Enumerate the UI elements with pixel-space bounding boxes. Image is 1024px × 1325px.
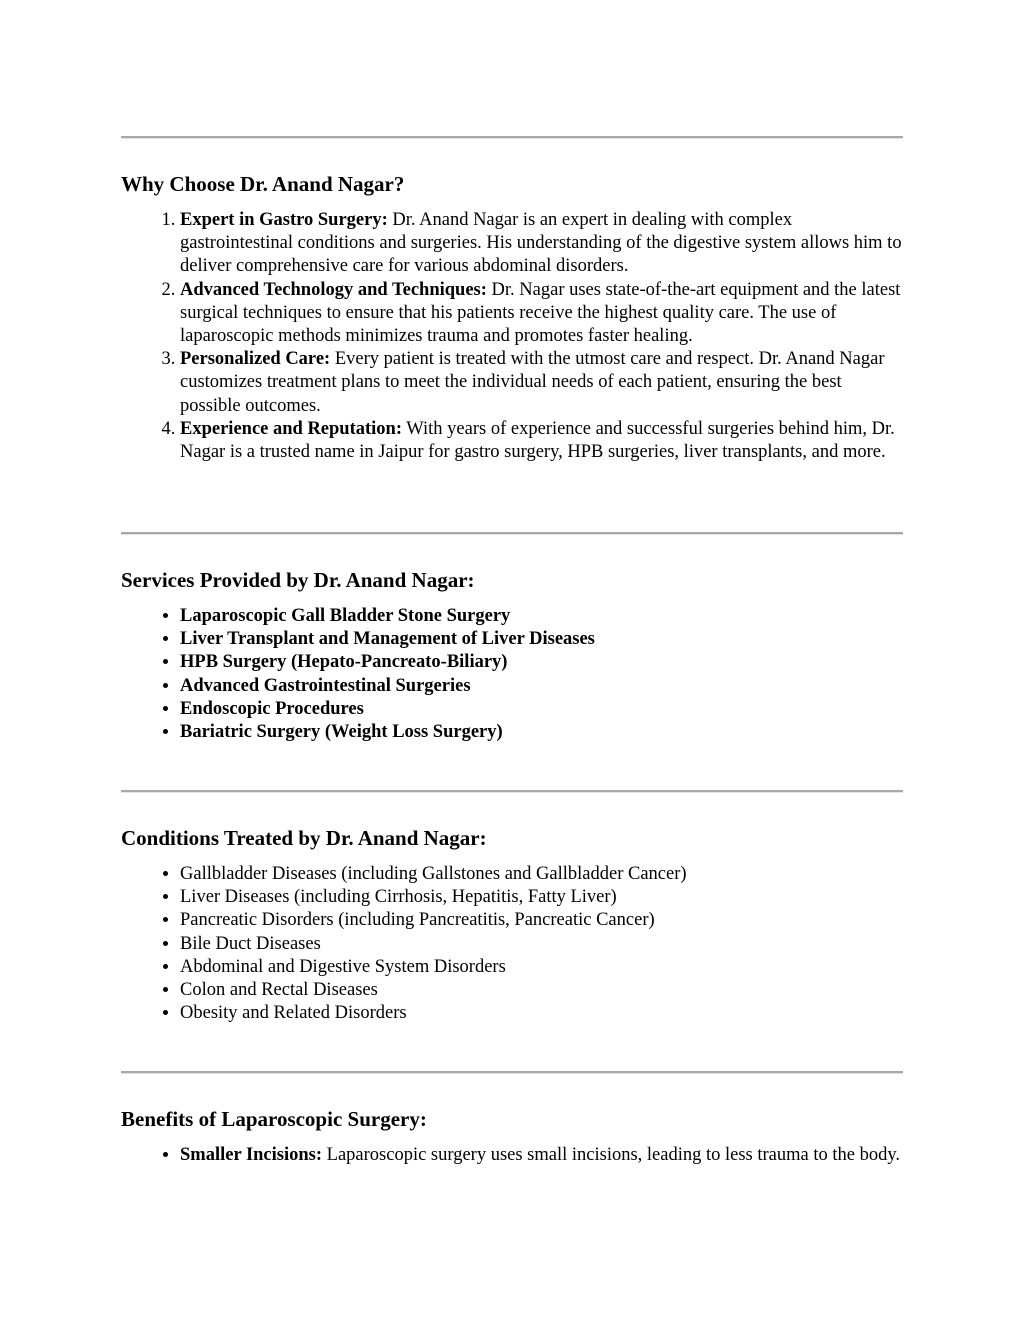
conditions-list bbox=[121, 863, 903, 1025]
why-choose-heading: Why Choose Dr. Anand Nagar? bbox=[121, 172, 405, 196]
list-item: • Colon and Rectal Diseases bbox=[180, 979, 903, 1002]
list-item bbox=[180, 348, 903, 418]
why-choose-section bbox=[121, 136, 903, 464]
item-text: With years of experience and successful surgeries behind him, Dr. Nagar is a trusted name in Jaipur for gastro surgery, HPB surgeries, liver transplants, and more. bbox=[180, 418, 895, 463]
item-title: Expert in Gastro Surgery: bbox=[180, 210, 388, 230]
item-title: Experience and Reputation: bbox=[180, 418, 402, 439]
item-text: Every patient is treated with the utmost care and respect. Dr. Anand Nagar customizes treatment plans to meet the individual needs of each patient, ensuring the best possible outcomes. bbox=[180, 349, 885, 416]
benefits-list bbox=[121, 1144, 903, 1167]
item-title: Personalized Care: bbox=[180, 349, 331, 370]
list-item: • HPB Surgery (Hepato-Pancreato-Biliary) bbox=[180, 651, 903, 674]
list-item: • Liver Transplant and Management of Liver Diseases bbox=[180, 628, 903, 651]
services-heading: Services Provided by Dr. Anand Nagar: bbox=[121, 568, 475, 592]
list-item: • Advanced Gastrointestinal Surgeries bbox=[180, 675, 903, 698]
list-item bbox=[180, 1144, 903, 1167]
benefits-heading: Benefits of Laparoscopic Surgery: bbox=[121, 1107, 427, 1131]
conditions-heading: Conditions Treated by Dr. Anand Nagar: bbox=[121, 826, 487, 850]
item-text: Laparoscopic surgery uses small incisions, leading to less trauma to the body. bbox=[322, 1145, 901, 1165]
list-item: • Gallbladder Diseases (including Gallstones and Gallbladder Cancer) bbox=[180, 863, 903, 886]
list-item: • Abdominal and Digestive System Disorders bbox=[180, 956, 903, 979]
item-text: Dr. Anand Nagar is an expert in dealing with complex gastrointestinal conditions and surgeries. His understanding of the digestive system allows him to deliver comprehensive care for various abdominal disorders. bbox=[180, 210, 902, 277]
horizontal-rule bbox=[121, 136, 903, 139]
benefits-section bbox=[121, 1071, 903, 1167]
list-item: • Endoscopic Procedures bbox=[180, 698, 903, 721]
conditions-section bbox=[121, 790, 903, 1025]
services-list bbox=[121, 605, 903, 744]
horizontal-rule bbox=[121, 1071, 903, 1074]
list-item: • Obesity and Related Disorders bbox=[180, 1002, 903, 1025]
horizontal-rule bbox=[121, 790, 903, 793]
list-item: • Laparoscopic Gall Bladder Stone Surgery bbox=[180, 605, 903, 628]
list-item bbox=[180, 279, 903, 349]
list-item: • Liver Diseases (including Cirrhosis, Hepatitis, Fatty Liver) bbox=[180, 886, 903, 909]
list-item bbox=[180, 209, 903, 279]
services-section bbox=[121, 532, 903, 744]
why-choose-list bbox=[121, 209, 903, 464]
list-item bbox=[180, 418, 903, 464]
horizontal-rule bbox=[121, 532, 903, 535]
list-item: • Bile Duct Diseases bbox=[180, 933, 903, 956]
list-item: • Bariatric Surgery (Weight Loss Surgery) bbox=[180, 721, 903, 744]
item-title: Advanced Technology and Techniques: bbox=[180, 279, 487, 300]
list-item: • Pancreatic Disorders (including Pancreatitis, Pancreatic Cancer) bbox=[180, 909, 903, 932]
item-title: Smaller Incisions: bbox=[180, 1145, 323, 1165]
item-text: Dr. Nagar uses state-of-the-art equipment and the latest surgical techniques to ensure that his patients receive the highest quality care. The use of laparoscopic methods minimizes trauma and promotes faster healing. bbox=[180, 279, 901, 347]
